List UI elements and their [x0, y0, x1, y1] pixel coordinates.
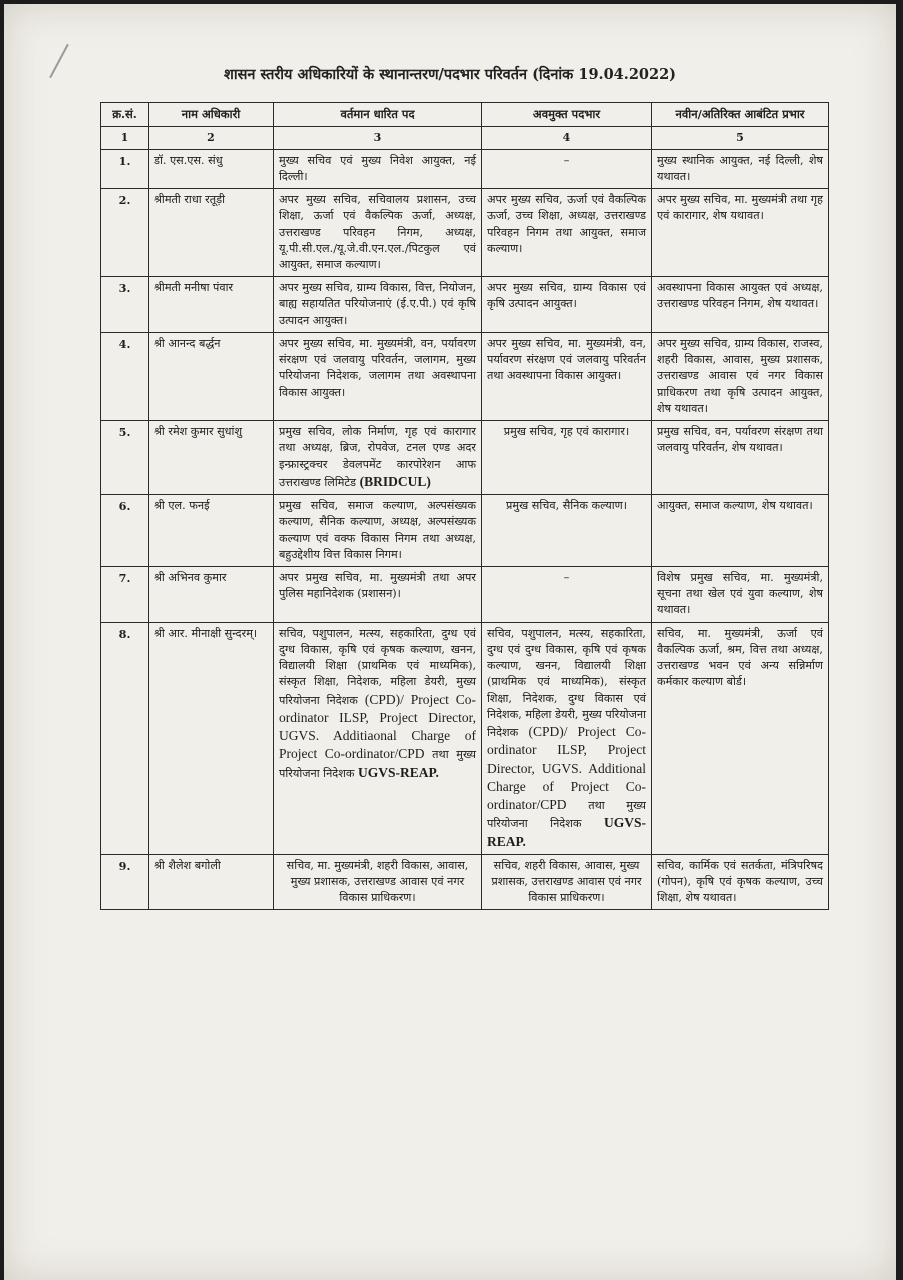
header-current-post: वर्तमान धारित पद — [274, 103, 482, 127]
officer-name: श्री शैलेश बगोली — [149, 854, 274, 910]
document-page — [4, 4, 896, 1280]
serial-number: 3. — [101, 277, 149, 333]
table-row — [101, 567, 829, 623]
table-row — [101, 149, 829, 188]
table-row — [101, 277, 829, 333]
header-serial: क्र.सं. — [101, 103, 149, 127]
new-charge: सचिव, कार्मिक एवं सतर्कता, मंत्रिपरिषद (गोपन), कृषि एवं कृषक कल्याण, उच्च शिक्षा, शेष यथावत। — [652, 854, 829, 910]
relieved-charge-tail: तथा मुख्य परियोजना निदेशक — [487, 799, 647, 831]
serial-number: 8. — [101, 622, 149, 854]
document-title: शासन स्तरीय अधिकारियों के स्थानान्तरण/पदभार परिवर्तन (दिनांक 19.04.2022) — [223, 66, 677, 83]
relieved-charge: अपर मुख्य सचिव, ऊर्जा एवं वैकल्पिक ऊर्जा, उच्च शिक्षा, अध्यक्ष, उत्तराखण्ड परिवहन निगम तथा आयुक्त, समाज कल्याण। — [482, 189, 652, 277]
serial-number: 7. — [101, 567, 149, 623]
current-post: अपर मुख्य सचिव, ग्राम्य विकास, वित्त, नियोजन, बाह्य सहायतित परियोजनाएं (ई.ए.पी.) एवं कृषि उत्पादन आयुक्त। — [274, 277, 482, 333]
current-post: सचिव, मा. मुख्यमंत्री, शहरी विकास, आवास, मुख्य प्रशासक, उत्तराखण्ड आवास एवं नगर विकास प्राधिकरण। — [274, 854, 482, 910]
table-row — [101, 854, 829, 910]
current-post: अपर मुख्य सचिव, मा. मुख्यमंत्री, वन, पर्यावरण संरक्षण एवं जलवायु परिवर्तन, जलागम, मुख्य परियोजना निदेशक, जलागम तथा अवस्थापना विकास आयुक्त। — [274, 332, 482, 420]
officer-name: श्री एल. फनई — [149, 495, 274, 567]
current-post-english: (CPD)/ Project Co-ordinator ILSP, Project Director, UGVS. Additiaonal Charge of Project Co-ordinator/CPD — [279, 691, 476, 762]
column-number: 5 — [652, 126, 829, 149]
serial-number: 1. — [101, 149, 149, 188]
table-row — [101, 622, 829, 854]
column-number-row — [101, 126, 829, 149]
header-row — [101, 103, 829, 127]
ugvs-reap-label: UGVS-REAP. — [358, 764, 439, 780]
transfer-orders-table — [100, 102, 829, 910]
new-charge: प्रमुख सचिव, वन, पर्यावरण संरक्षण तथा जलवायु परिवर्तन, शेष यथावत। — [652, 421, 829, 495]
relieved-charge-english: (CPD)/ Project Co-ordinator ILSP, Project Director, UGVS. Additional Charge of Project Co-ordinator/CPD — [487, 724, 646, 813]
table-row — [101, 421, 829, 495]
officer-name: श्रीमती मनीषा पंवार — [149, 277, 274, 333]
serial-number: 4. — [101, 332, 149, 420]
current-post-tail: तथा मुख्य परियोजना निदेशक — [279, 748, 476, 780]
serial-number: 5. — [101, 421, 149, 495]
relieved-charge: सचिव, शहरी विकास, आवास, मुख्य प्रशासक, उत्तराखण्ड आवास एवं नगर विकास प्राधिकरण। — [482, 854, 652, 910]
current-post: प्रमुख सचिव, समाज कल्याण, अल्पसंख्यक कल्याण, सैनिक कल्याण, अध्यक्ष, अल्पसंख्यक कल्याण एवं वक्फ विकास निगम तथा अध्यक्ष, बहुउद्देशीय वित्त विकास निगम। — [274, 495, 482, 567]
serial-number: 2. — [101, 189, 149, 277]
current-post-text: प्रमुख सचिव, लोक निर्माण, गृह एवं कारागार तथा अध्यक्ष, ब्रिज, रोपवेज, टनल एण्ड अदर इन्फ्रास्ट्रक्चर डेवलपमेंट कारपोरेशन आफ उत्तराखण्ड लिमिटेड — [279, 425, 476, 489]
serial-number: 6. — [101, 495, 149, 567]
column-number: 1 — [101, 126, 149, 149]
relieved-charge — [482, 622, 652, 854]
header-new-charge: नवीन/अतिरिक्त आबंटित प्रभार — [652, 103, 829, 127]
new-charge: अपर मुख्य सचिव, मा. मुख्यमंत्री तथा गृह एवं कारागार, शेष यथावत। — [652, 189, 829, 277]
new-charge: विशेष प्रमुख सचिव, मा. मुख्यमंत्री, सूचना तथा खेल एवं युवा कल्याण, शेष यथावत। — [652, 567, 829, 623]
current-post: अपर मुख्य सचिव, सचिवालय प्रशासन, उच्च शिक्षा, ऊर्जा एवं वैकल्पिक ऊर्जा, अध्यक्ष, उत्तराखण्ड परिवहन निगम, अध्यक्ष, यू.पी.सी.एल./यू.जे.वी.एन.एल./पिटकुल एवं आयुक्त, समाज कल्याण। — [274, 189, 482, 277]
column-number: 2 — [149, 126, 274, 149]
relieved-charge-text: सचिव, पशुपालन, मत्स्य, सहकारिता, दुग्ध एवं दुग्ध विकास, कृषि एवं कृषक कल्याण, खनन, विद्यालयी शिक्षा (प्राथमिक एवं माध्यमिक), संस्कृत शिक्षा, निदेशक, दुग्ध विकास एवं निदेशक, महिला डेयरी, मुख्य परियोजना निदेशक — [487, 626, 646, 740]
officer-name: श्री आर. मीनाक्षी सुन्दरम्। — [149, 622, 274, 854]
officer-name: डॉ. एस.एस. संधु — [149, 149, 274, 188]
relieved-charge: अपर मुख्य सचिव, मा. मुख्यमंत्री, वन, पर्यावरण संरक्षण एवं जलवायु परिवर्तन तथा अवस्थापना विकास आयुक्त। — [482, 332, 652, 420]
new-charge: अवस्थापना विकास आयुक्त एवं अध्यक्ष, उत्तराखण्ड परिवहन निगम, शेष यथावत। — [652, 277, 829, 333]
current-post: मुख्य सचिव एवं मुख्य निवेश आयुक्त, नई दिल्ली। — [274, 149, 482, 188]
current-post — [274, 421, 482, 495]
officer-name: श्री रमेश कुमार सुधांशु — [149, 421, 274, 495]
relieved-charge: अपर मुख्य सचिव, ग्राम्य विकास एवं कृषि उत्पादन आयुक्त। — [482, 277, 652, 333]
relieved-charge: – — [482, 149, 652, 188]
relieved-charge: प्रमुख सचिव, गृह एवं कारागार। — [482, 421, 652, 495]
column-number: 3 — [274, 126, 482, 149]
new-charge: आयुक्त, समाज कल्याण, शेष यथावत। — [652, 495, 829, 567]
current-post-text: सचिव, पशुपालन, मत्स्य, सहकारिता, दुग्ध एवं दुग्ध विकास, कृषि एवं कृषक कल्याण, खनन, विद्यालयी शिक्षा (प्राथमिक एवं माध्यमिक), संस्कृत शिक्षा, निदेशक, महिला डेयरी, मुख्य परियोजना निदेशक — [279, 626, 476, 707]
new-charge: अपर मुख्य सचिव, ग्राम्य विकास, राजस्व, शहरी विकास, आवास, मुख्य प्रशासक, उत्तराखण्ड आवास एवं नगर विकास प्राधिकरण तथा कृषि उत्पादन आयुक्त, शेष यथावत। — [652, 332, 829, 420]
serial-number: 9. — [101, 854, 149, 910]
relieved-charge: – — [482, 567, 652, 623]
table-row — [101, 495, 829, 567]
current-post: अपर प्रमुख सचिव, मा. मुख्यमंत्री तथा अपर पुलिस महानिदेशक (प्रशासन)। — [274, 567, 482, 623]
officer-name: श्रीमती राधा रतूड़ी — [149, 189, 274, 277]
table-row — [101, 332, 829, 420]
new-charge: मुख्य स्थानिक आयुक्त, नई दिल्ली, शेष यथावत। — [652, 149, 829, 188]
table-row — [101, 189, 829, 277]
current-post — [274, 622, 482, 854]
header-relieved-charge: अवमुक्त पदभार — [482, 103, 652, 127]
officer-name: श्री आनन्द बर्द्धन — [149, 332, 274, 420]
officer-name: श्री अभिनव कुमार — [149, 567, 274, 623]
header-officer-name: नाम अधिकारी — [149, 103, 274, 127]
column-number: 4 — [482, 126, 652, 149]
new-charge: सचिव, मा. मुख्यमंत्री, ऊर्जा एवं वैकल्पिक ऊर्जा, श्रम, वित्त तथा अध्यक्ष, उत्तराखण्ड भवन एवं अन्य सन्निर्माण कर्मकार कल्याण बोर्ड। — [652, 622, 829, 854]
relieved-charge: प्रमुख सचिव, सैनिक कल्याण। — [482, 495, 652, 567]
ugvs-reap-label: UGVS-REAP. — [487, 815, 646, 849]
bridcul-abbreviation: (BRIDCUL) — [359, 473, 431, 489]
